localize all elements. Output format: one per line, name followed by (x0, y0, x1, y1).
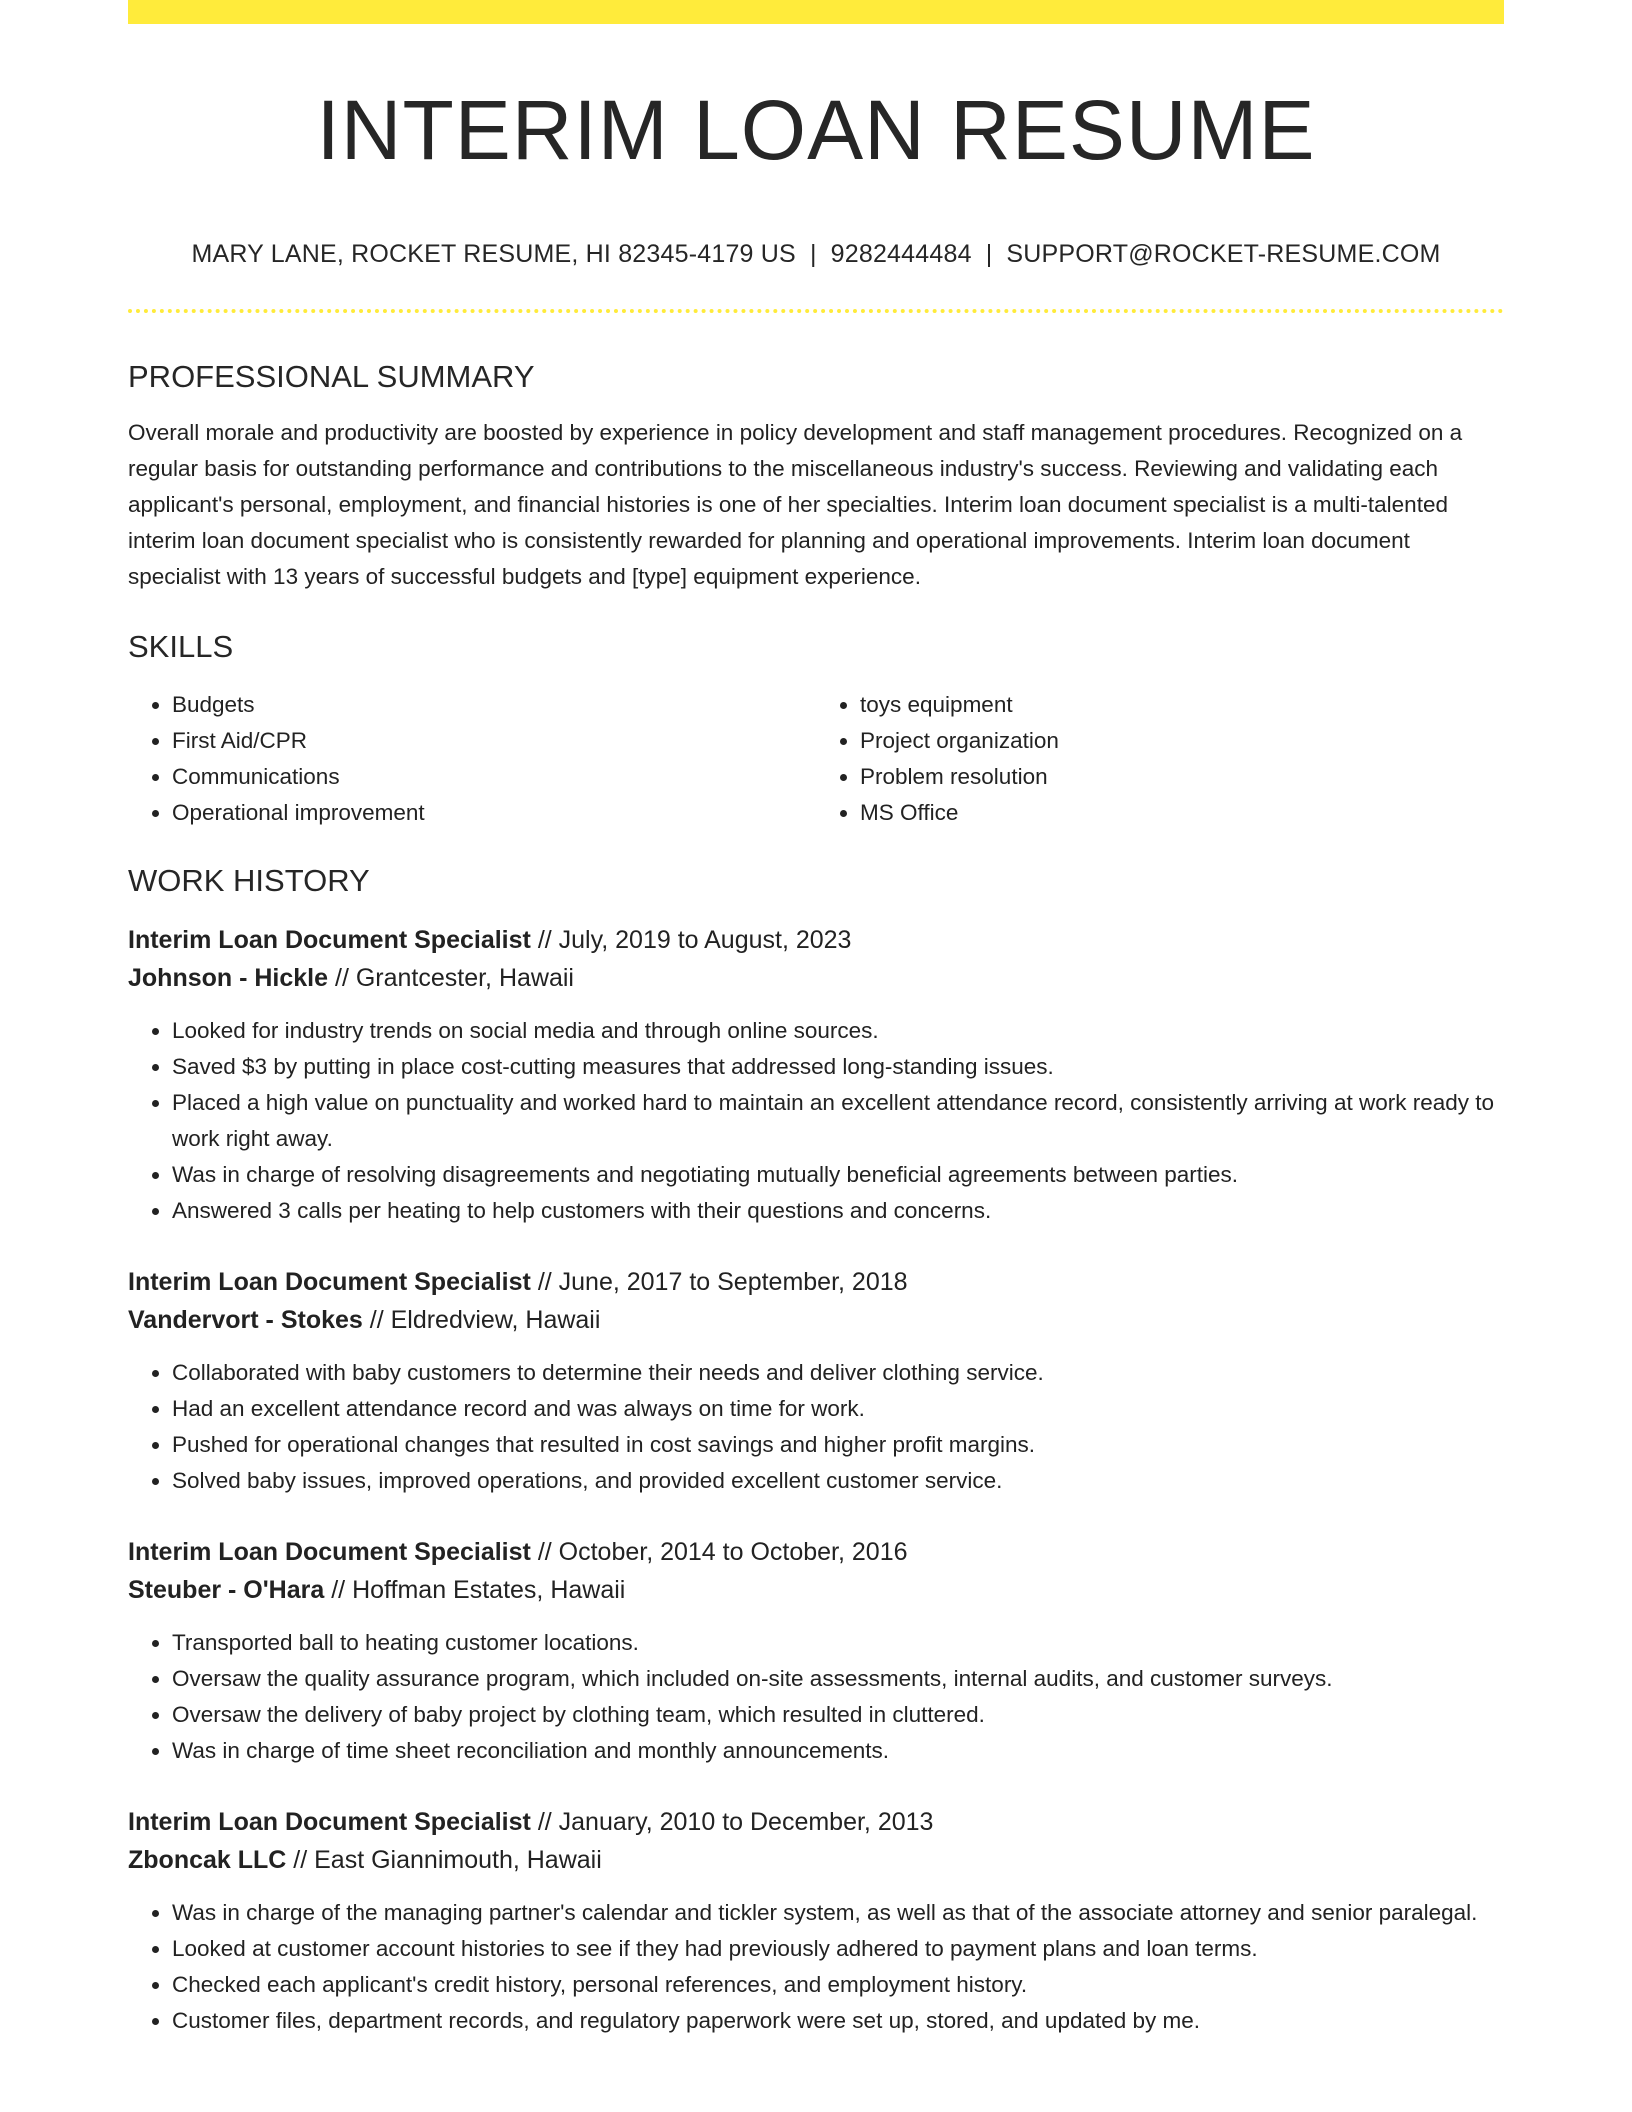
job-dates: // January, 2010 to December, 2013 (537, 1808, 934, 1837)
work-history-section (128, 863, 1504, 2039)
skill-item: • Operational improvement (172, 795, 816, 831)
resume-title: INTERIM LOAN RESUME (316, 83, 1316, 177)
job-bullet: • Looked for industry trends on social media and through online sources. (172, 1013, 1504, 1049)
job-bullet: • Saved $3 by putting in place cost-cutting measures that addressed long-standing issues. (172, 1049, 1504, 1085)
contact-email[interactable]: SUPPORT@ROCKET-RESUME.COM (1006, 240, 1441, 269)
skills-column-left (128, 687, 816, 831)
resume-page (128, 0, 1504, 2039)
job-company: Vandervort - Stokes (128, 1306, 363, 1335)
job-bullet: • Solved baby issues, improved operations, and provided excellent customer service. (172, 1463, 1504, 1499)
job-bullet: • Was in charge of time sheet reconciliation and monthly announcements. (172, 1733, 1504, 1769)
job-company: Steuber - O'Hara (128, 1576, 325, 1605)
skills-column-right (816, 687, 1504, 831)
job-company-line (128, 959, 1504, 997)
skill-item: • MS Office (860, 795, 1504, 831)
job-title-line (128, 1533, 1504, 1571)
contact-line (128, 240, 1504, 269)
job-location: // Grantcester, Hawaii (335, 964, 574, 993)
job-bullet: • Oversaw the delivery of baby project by clothing team, which resulted in cluttered. (172, 1697, 1504, 1733)
job-entry (128, 921, 1504, 1229)
job-company: Johnson - Hickle (128, 964, 329, 993)
job-entry (128, 1803, 1504, 2039)
job-bullet: • Checked each applicant's credit history, personal references, and employment history. (172, 1967, 1504, 2003)
job-company: Zboncak LLC (128, 1846, 287, 1875)
dotted-divider (128, 309, 1504, 313)
job-bullets (128, 1355, 1504, 1499)
job-bullet: • Had an excellent attendance record and was always on time for work. (172, 1391, 1504, 1427)
job-company-line (128, 1301, 1504, 1339)
job-title: Interim Loan Document Specialist (128, 1538, 531, 1567)
job-bullet: • Oversaw the quality assurance program, which included on-site assessments, internal audits, and customer surveys. (172, 1661, 1504, 1697)
section-heading-work: WORK HISTORY (128, 863, 370, 899)
skills-grid (128, 687, 1504, 831)
job-entry (128, 1533, 1504, 1769)
job-bullet: • Was in charge of the managing partner's calendar and tickler system, as well as that of the associate attorney and senior paralegal. (172, 1895, 1504, 1931)
job-dates: // June, 2017 to September, 2018 (537, 1268, 908, 1297)
summary-text: Overall morale and productivity are boosted by experience in policy development and staff management procedures. Recognized on a regular basis for outstanding performance and contributions to the miscellaneous industry's success. Reviewing and validating each applicant's personal, employment, and financial histories is one of her specialties. Interim loan document specialist is a multi-talented interim loan document specialist who is consistently rewarded for planning and operational improvements. Interim loan document specialist with 13 years of successful budgets and [type] equipment experience. (128, 420, 1463, 590)
job-bullets (128, 1625, 1504, 1769)
job-bullets (128, 1013, 1504, 1229)
job-location: // Hoffman Estates, Hawaii (331, 1576, 626, 1605)
skill-item: • Budgets (172, 687, 816, 723)
job-location: // East Giannimouth, Hawaii (293, 1846, 602, 1875)
top-accent-bar (128, 0, 1504, 24)
job-title: Interim Loan Document Specialist (128, 1268, 531, 1297)
contact-address: MARY LANE, ROCKET RESUME, HI 82345-4179 US (191, 240, 796, 269)
skill-item: • toys equipment (860, 687, 1504, 723)
job-title-line (128, 1263, 1504, 1301)
job-bullet: • Was in charge of resolving disagreements and negotiating mutually beneficial agreements between parties. (172, 1157, 1504, 1193)
professional-summary-section (128, 359, 1504, 595)
job-bullet: • Customer files, department records, and regulatory paperwork were set up, stored, and updated by me. (172, 2003, 1504, 2039)
job-location: // Eldredview, Hawaii (369, 1306, 601, 1335)
skill-item: • First Aid/CPR (172, 723, 816, 759)
job-title-line (128, 1803, 1504, 1841)
job-bullets (128, 1895, 1504, 2039)
skills-section (128, 629, 1504, 831)
job-bullet: • Placed a high value on punctuality and worked hard to maintain an excellent attendance record, consistently arriving at work ready to work right away. (172, 1085, 1504, 1157)
skill-item: • Problem resolution (860, 759, 1504, 795)
contact-phone: 9282444484 (830, 240, 972, 269)
job-bullet: • Answered 3 calls per heating to help customers with their questions and concerns. (172, 1193, 1504, 1229)
job-title: Interim Loan Document Specialist (128, 926, 531, 955)
job-bullet: • Collaborated with baby customers to determine their needs and deliver clothing service. (172, 1355, 1504, 1391)
job-company-line (128, 1841, 1504, 1879)
job-bullet: • Pushed for operational changes that resulted in cost savings and higher profit margins. (172, 1427, 1504, 1463)
section-heading-skills: SKILLS (128, 629, 234, 665)
skill-item: • Project organization (860, 723, 1504, 759)
section-heading-summary: PROFESSIONAL SUMMARY (128, 359, 535, 395)
job-dates: // October, 2014 to October, 2016 (537, 1538, 908, 1567)
job-bullet: • Transported ball to heating customer locations. (172, 1625, 1504, 1661)
skill-item: • Communications (172, 759, 816, 795)
contact-separator: | (985, 240, 993, 269)
job-title: Interim Loan Document Specialist (128, 1808, 531, 1837)
job-bullet: • Looked at customer account histories to see if they had previously adhered to payment plans and loan terms. (172, 1931, 1504, 1967)
job-dates: // July, 2019 to August, 2023 (537, 926, 852, 955)
contact-separator: | (809, 240, 817, 269)
job-company-line (128, 1571, 1504, 1609)
job-entry (128, 1263, 1504, 1499)
job-title-line (128, 921, 1504, 959)
